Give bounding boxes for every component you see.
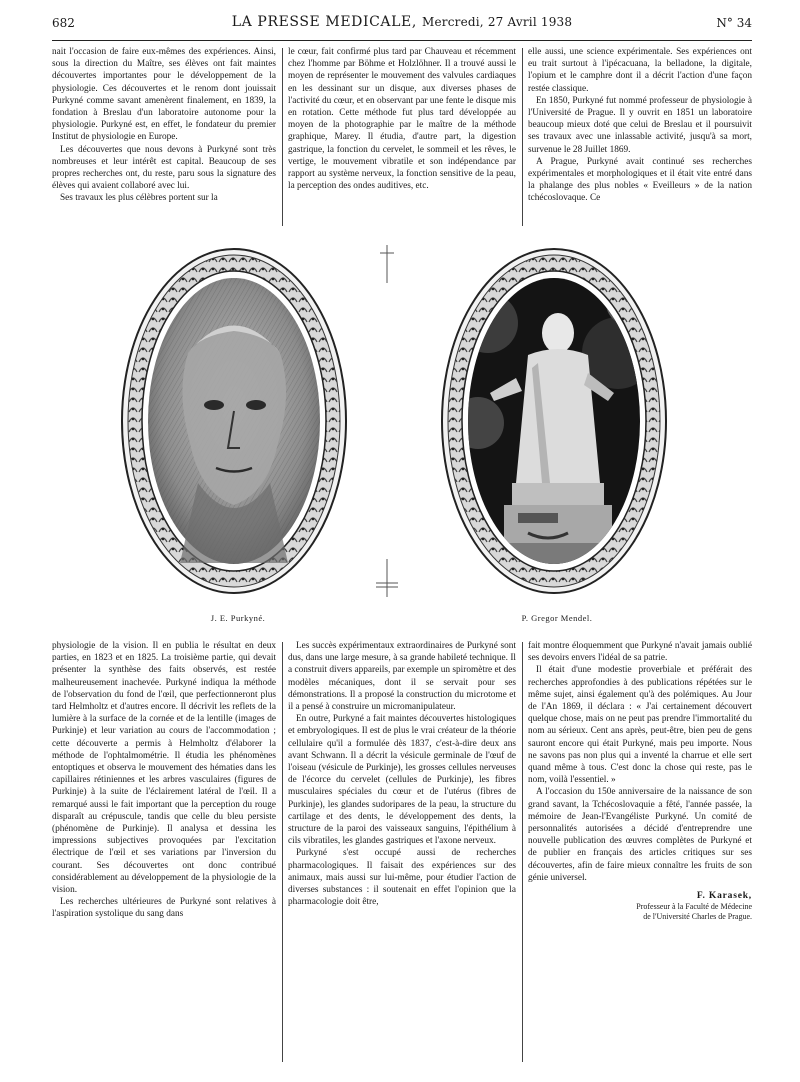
- center-ornament: [372, 243, 402, 599]
- column-rule: [522, 642, 523, 1062]
- issue-number: N° 34: [716, 16, 752, 30]
- paragraph: physiologie de la vision. Il en publia le résultat en deux parties, en 1823 et en 1825. La troisième partie, qui devait présenter la synthèse des faits observés, est restée malheureusement inachevée. Purkyné indiqua la méthode de l'observation du fond de l'œil, que perfectionneront plus tard Helmholtz et d'autres encore. Il décrivit les reflets de la lumière à la surface de la cornée et de la lentille (images de Purkinje) et leur variation au cours de l'accommodation ; cette découverte a permis à Helmholtz d'élaborer la méthode de l'ophtalmométrie. Il étudia les phénomènes entoptiques et observa le mouvement des hématies dans les capillaires rétiniennes et les arbres vasculaires (figures de Purkinje) à la suite de l'éclairement latéral de l'œil. Il a remarqué aussi le fait important que la perception du rouge disparaît au crépuscule, tandis que celle du bleu persiste (phénomène de Purkinje). Il analysa et dessina les impressions subjectives provoquées par l'excitation électrique de l'œil et ses variations par l'inversion du courant. Ses découvertes ont donc contribué considérablement au développement de la physiologie de la vision.: [52, 641, 276, 896]
- caption-purkyne: J. E. Purkyné.: [210, 613, 266, 623]
- bottom-column-1: [52, 640, 276, 1074]
- paragraph: A l'occasion du 150e anniversaire de la naissance de son grand savant, la Tchécoslovaquie a fêté, l'année passée, la mémoire de Jean-l'Evangéliste Purkyné. Un comité de personnalités autorisées a décidé d'entreprendre une nouvelle publication des œuvres complètes de Purkyné et de publier en français des articles critiques sur ses découvertes, afin de faire mieux connaître les fruits de son génie universel.: [528, 787, 752, 883]
- top-column-2: [288, 46, 516, 228]
- purkyne-portrait-figure: [118, 243, 350, 599]
- paragraph: Les succès expérimentaux extraordinaires de Purkyné sont dus, dans une large mesure, à sa grande habileté technique. Il a construit divers appareils, par exemple un spiromètre et des modèles mécaniques, dont il se servait pour ses démonstrations. Il a proposé la construction du microtome et il a pensé à construire un micromanipulateur.: [288, 641, 516, 713]
- paragraph: elle aussi, une science expérimentale. Ses expériences ont eu trait surtout à l'ipécacuana, la belladone, la digitale, l'opium et le camphre dont il a décrit l'action d'une façon restée classique.: [528, 47, 752, 94]
- bottom-column-2: [288, 640, 516, 1074]
- paragraph: Purkyné s'est occupé aussi de recherches pharmacologiques. Il faisait des expériences sur des animaux, mais aussi sur lui-même, pour étudier l'action de diverses substances : il soutenait en effet l'opinion que la pharmacologie doit être,: [288, 848, 516, 908]
- journal-title: LA PRESSE MEDICALE,: [231, 14, 417, 30]
- paragraph: Ses travaux les plus célèbres portent sur la: [60, 193, 218, 204]
- issue-date: Mercredi, 27 Avril 1938: [421, 15, 573, 29]
- page-header: [52, 12, 752, 38]
- paragraph: A Prague, Purkyné avait continué ses recherches expérimentales et morphologiques et il était vite entré dans la phalange des plus nobles « Eveilleurs » de la nation tchécoslovaque. Ce: [528, 156, 752, 204]
- paragraph: En outre, Purkyné a fait maintes découvertes histologiques et embryologiques. Il est de plus le vrai créateur de la théorie cellulaire qu'il a formulée dès 1837, c'est-à-dire deux ans avant Schwann. Il a décrit la vésicule germinale de l'œuf de l'oiseau (vésicule de Purkinje), les grosses cellules nerveuses de l'écorce du cervelet (cellules de Purkinje), les fibres musculaires spéciales du cœur et de l'utérus (fibres de Purkinje), les glandes sudoripares de la peau, la structure du cartilage et des dents, le développement des dents, la structure de la paroi des vaisseaux sanguins, l'épithélium à cils vibratiles, les glandes gastriques et l'axone nerveux.: [288, 714, 516, 847]
- paragraph: le cœur, fait confirmé plus tard par Chauveau et récemment chez l'homme par Böhme et Holzlöhner. Il a trouvé aussi le moyen de représenter le mouvement des valvules cardiaques en les dessinant sur un disque, aux diverses phases de l'activité du cœur, et en observant par une fente le disque mis en rotation. Cette méthode fut plus tard développée au moyen de la photographie par le maître de la méthode graphique, Marey. Il étudia, d'autre part, la digestion gastrique, la fonction du cervelet, le sommeil et les rêves, le vertige, le mouvement vibratile et son indépendance par rapport au système nerveux, la fonction sensitive de la peau, la perception des ondes auditives, etc.: [288, 47, 516, 192]
- paragraph: nait l'occasion de faire eux-mêmes des expériences. Ainsi, sous la direction du Maître, ses élèves ont fait maintes découvertes importantes pour le développement de la physiologie. Ces découvertes et le renom dont jouissait Purkyné comme savant amenèrent finalement, en 1839, la fondation à Breslau d'un laboratoire autonome pour la physiologie. Purkyné est, en effet, le fondateur du premier Institut de physiologie en Europe.: [52, 47, 276, 143]
- top-column-3: [528, 46, 752, 228]
- author-role-line1: Professeur à la Faculté de Médecine: [636, 902, 752, 912]
- paragraph: fait montre éloquemment que Purkyné n'avait jamais oublié ses devoirs envers l'idéal de sa patrie.: [528, 641, 752, 664]
- journal-masthead: [52, 14, 752, 30]
- author-role-line2: de l'Université Charles de Prague.: [643, 912, 752, 922]
- paragraph: Les découvertes que nous devons à Purkyné sont très nombreuses et leur intérêt est capital. Beaucoup de ses propres recherches ont, du reste, paru sous la signature des élèves qui avaient collaboré avec lui.: [52, 144, 276, 192]
- paragraph: Il était d'une modestie proverbiale et préférait des recherches approfondies à des publications répétées sur le même sujet, ainsi également qu'à des polémiques. Au Jour de l'An 1869, il déclara : « J'ai certainement découvert quelque chose, mais on ne peut pas prendre l'immortalité du nom au sérieux. Cent ans après, peut-être, bien peu de gens sauront encore qui était Purkyné, mais peu importe. Nous ne savons pas non plus qui a inventé la charrue et elle sert quand même à tous. C'est donc la chose qui reste, pas le nom, voilà l'essentiel. »: [528, 665, 752, 786]
- column-rule: [282, 48, 283, 226]
- caption-mendel: P. Gregor Mendel.: [521, 613, 593, 623]
- author-name: F. Karasek,: [696, 891, 752, 902]
- paragraph: En 1850, Purkyné fut nommé professeur de physiologie à l'Université de Prague. Il y ouvrit en 1851 un laboratoire beaucoup mieux doté que celui de Breslau et il poursuivit ses travaux avec une inlassable activité, jusqu'à sa mort, survenue le 28 Juillet 1869.: [528, 95, 752, 155]
- author-signature: [528, 890, 752, 922]
- bottom-column-3: [528, 640, 752, 1074]
- column-rule: [522, 48, 523, 226]
- page-number: 682: [52, 16, 75, 30]
- mendel-statue-figure: [438, 243, 670, 599]
- paragraph: Les recherches ultérieures de Purkyné sont relatives à l'aspiration systolique du sang dans: [52, 897, 276, 920]
- top-column-1: [52, 46, 276, 228]
- column-rule: [282, 642, 283, 1062]
- header-rule: [52, 40, 752, 41]
